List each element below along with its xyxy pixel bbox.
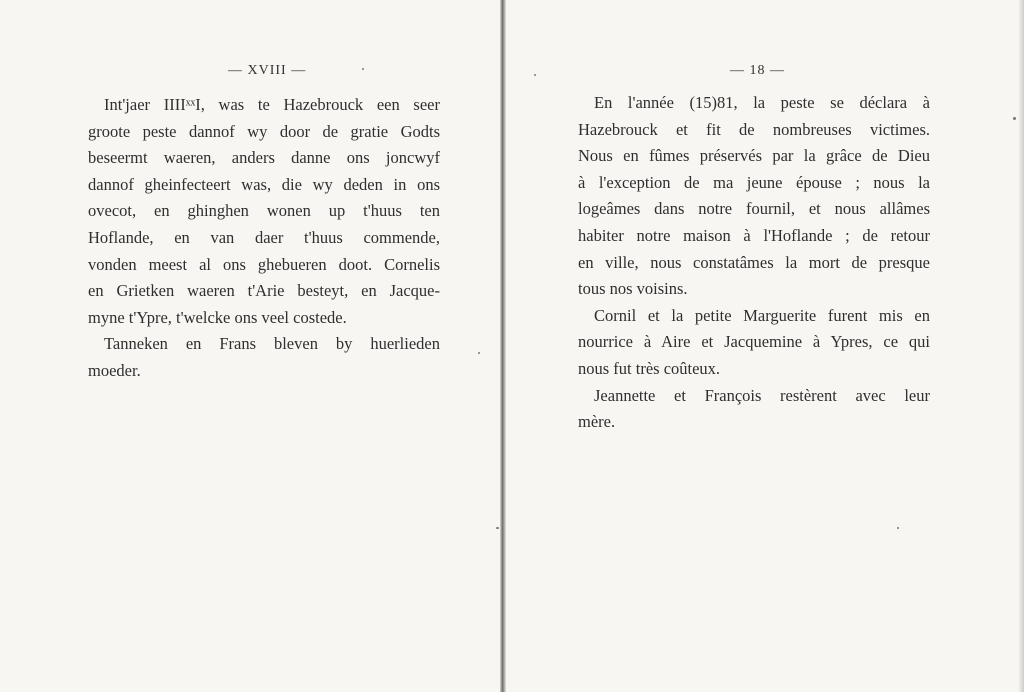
text-line: tous nos voisins. xyxy=(578,279,688,299)
text-line: Jeannette et François restèrent avec leur xyxy=(594,385,930,405)
text-line: Hoflande, en van daer t'huus commende, xyxy=(88,227,440,247)
text-line: nous fut très coûteux. xyxy=(578,358,721,378)
text-line: habiter notre maison à l'Hoflande ; de retour xyxy=(578,225,930,245)
right-page-number: — 18 — xyxy=(730,63,785,78)
text-line: Cornil et la petite Marguerite furent mis en xyxy=(594,305,930,325)
text-line: nourrice à Aire et Jacquemine à Ypres, ce qui xyxy=(578,332,930,352)
page-edge xyxy=(1018,0,1024,692)
text-line: myne t'Ypre, t'welcke ons veel costede. xyxy=(88,307,347,327)
text-line: vonden meest al ons ghebueren doot. Cornelis xyxy=(88,254,440,274)
text-line: moeder. xyxy=(88,360,141,380)
paper-speck xyxy=(362,68,364,70)
paper-speck xyxy=(1013,117,1016,120)
paper-speck xyxy=(478,352,480,354)
french-text-block xyxy=(578,90,930,436)
text-line: beseermt waeren, anders danne ons joncwyf xyxy=(88,148,440,168)
text-line: en Grietken waeren t'Arie besteyt, en Jacque- xyxy=(88,281,440,301)
text-line: groote peste dannof wy door de gratie Godts xyxy=(88,121,440,141)
text-line: Hazebrouck et fit de nombreuses victimes. xyxy=(578,119,930,139)
text-line: mère. xyxy=(578,412,616,432)
text-line: Nous en fûmes préservés par la grâce de Dieu xyxy=(578,146,930,166)
text-line: à l'exception de ma jeune épouse ; nous la xyxy=(578,172,930,192)
text-line: en ville, nous constatâmes la mort de presque xyxy=(578,252,930,272)
left-page-number: — XVIII — xyxy=(228,63,307,78)
paper-speck xyxy=(897,527,899,529)
paper-speck xyxy=(496,527,499,529)
text-line: Tanneken en Frans bleven by huerlieden xyxy=(104,334,440,354)
text-line: logeâmes dans notre fournil, et nous allâmes xyxy=(578,199,930,219)
text-line: En l'année (15)81, la peste se déclara à xyxy=(594,93,930,112)
text-line: ovecot, en ghinghen wonen up t'huus ten xyxy=(88,201,440,221)
text-line: dannof gheinfecteert was, die wy deden in ons xyxy=(88,174,440,194)
paper-speck xyxy=(534,74,536,76)
text-line: Int'jaer IIIIˣˣI, was te Hazebrouck een seer xyxy=(104,95,440,114)
flemish-text-block xyxy=(88,92,440,385)
